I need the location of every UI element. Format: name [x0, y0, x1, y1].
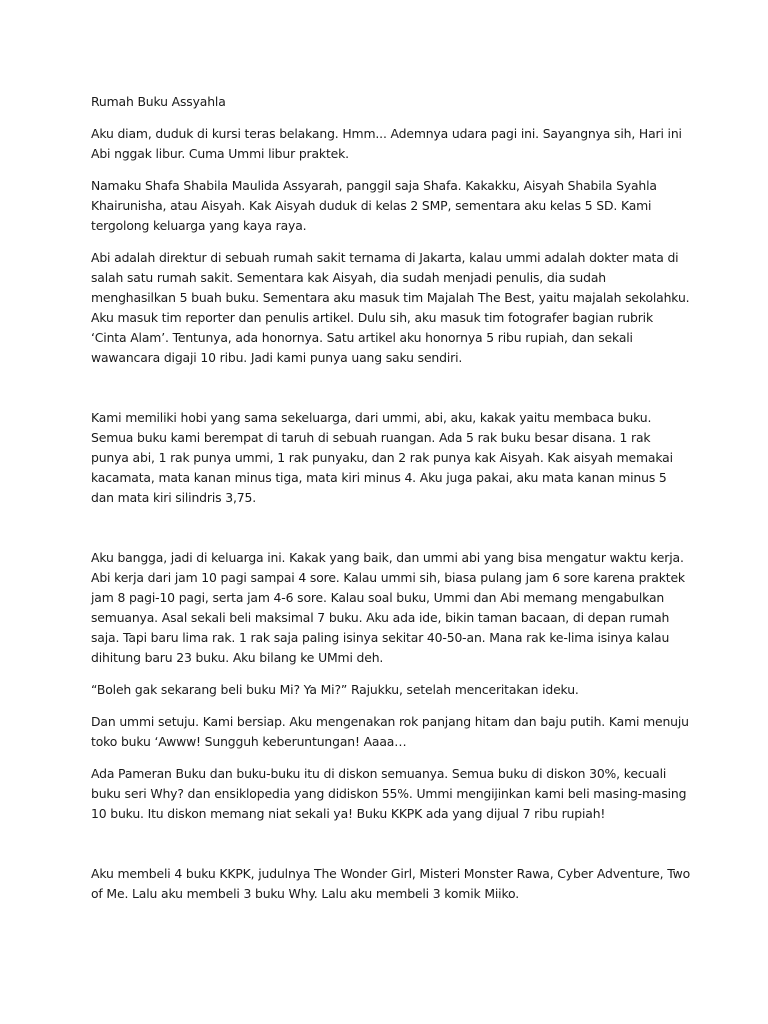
paragraph-5: Aku bangga, jadi di keluarga ini. Kakak yang baik, dan ummi abi yang bisa mengatur waktu kerja. Abi kerja dari jam 10 pagi sampai 4 sore. Kalau ummi sih, biasa pulang jam 6 sore karena praktek jam 8 pagi-10 pagi, serta jam 4-6 sore. Kalau soal buku, Ummi dan Abi memang mengabulkan semuanya. Asal sekali beli maksimal 7 buku. Aku ada ide, bikin taman bacaan, di depan rumah saja. Tapi baru lima rak. 1 rak saja paling isinya sekitar 40-50-an. Mana rak ke-lima isinya kalau dihitung baru 23 buku. Aku bilang ke UMmi deh. — [91, 550, 685, 665]
paragraph-3: Abi adalah direktur di sebuah rumah sakit ternama di Jakarta, kalau ummi adalah dokter mata di salah satu rumah sakit. Sementara kak Aisyah, dia sudah menjadi penulis, dia sudah menghasilkan 5 buah buku. Sementara aku masuk tim Majalah The Best, yaitu majalah sekolahku. Aku masuk tim reporter dan penulis artikel. Dulu sih, aku masuk tim fotografer bagian rubrik ‘Cinta Alam’. Tentunya, ada honornya. Satu artikel aku honornya 5 ribu rupiah, dan sekali wawancara digaji 10 ribu. Jadi kami punya uang saku sendiri. — [91, 250, 690, 365]
paragraph-4: Kami memiliki hobi yang sama sekeluarga, dari ummi, abi, aku, kakak yaitu membaca buku. Semua buku kami berempat di taruh di sebuah ruangan. Ada 5 rak buku besar disana. 1 rak punya abi, 1 rak punya ummi, 1 rak punyaku, dan 2 rak punya kak Aisyah. Kak aisyah memakai kacamata, mata kanan minus tiga, mata kiri minus 4. Aku juga pakai, aku mata kanan minus 5 dan mata kiri silindris 3,75. — [91, 410, 673, 505]
document-body — [91, 92, 691, 916]
paragraph-2: Namaku Shafa Shabila Maulida Assyarah, panggil saja Shafa. Kakakku, Aisyah Shabila Syahla Khairunisha, atau Aisyah. Kak Aisyah duduk di kelas 2 SMP, sementara aku kelas 5 SD. Kami tergolong keluarga yang kaya raya. — [91, 178, 657, 233]
paragraph-9: Aku membeli 4 buku KKPK, judulnya The Wonder Girl, Misteri Monster Rawa, Cyber Adventure, Two of Me. Lalu aku membeli 3 buku Why. Lalu aku membeli 3 komik Miiko. — [91, 866, 691, 901]
paragraph-7: Dan ummi setuju. Kami bersiap. Aku mengenakan rok panjang hitam dan baju putih. Kami menuju toko buku ‘Awww! Sungguh keberuntungan! Aaaa… — [91, 714, 689, 749]
paragraph-1: Aku diam, duduk di kursi teras belakang. Hmm... Ademnya udara pagi ini. Sayangnya sih, Hari ini Abi nggak libur. Cuma Ummi libur praktek. — [91, 126, 682, 161]
paragraph-8: Ada Pameran Buku dan buku-buku itu di diskon semuanya. Semua buku di diskon 30%, kecuali buku seri Why? dan ensiklopedia yang didiskon 55%. Ummi mengijinkan kami beli masing-masing 10 buku. Itu diskon memang niat sekali ya! Buku KKPK ada yang dijual 7 ribu rupiah! — [91, 766, 687, 821]
document-title: Rumah Buku Assyahla — [91, 94, 226, 109]
paragraph-6: “Boleh gak sekarang beli buku Mi? Ya Mi?” Rajukku, setelah menceritakan ideku. — [91, 682, 579, 697]
